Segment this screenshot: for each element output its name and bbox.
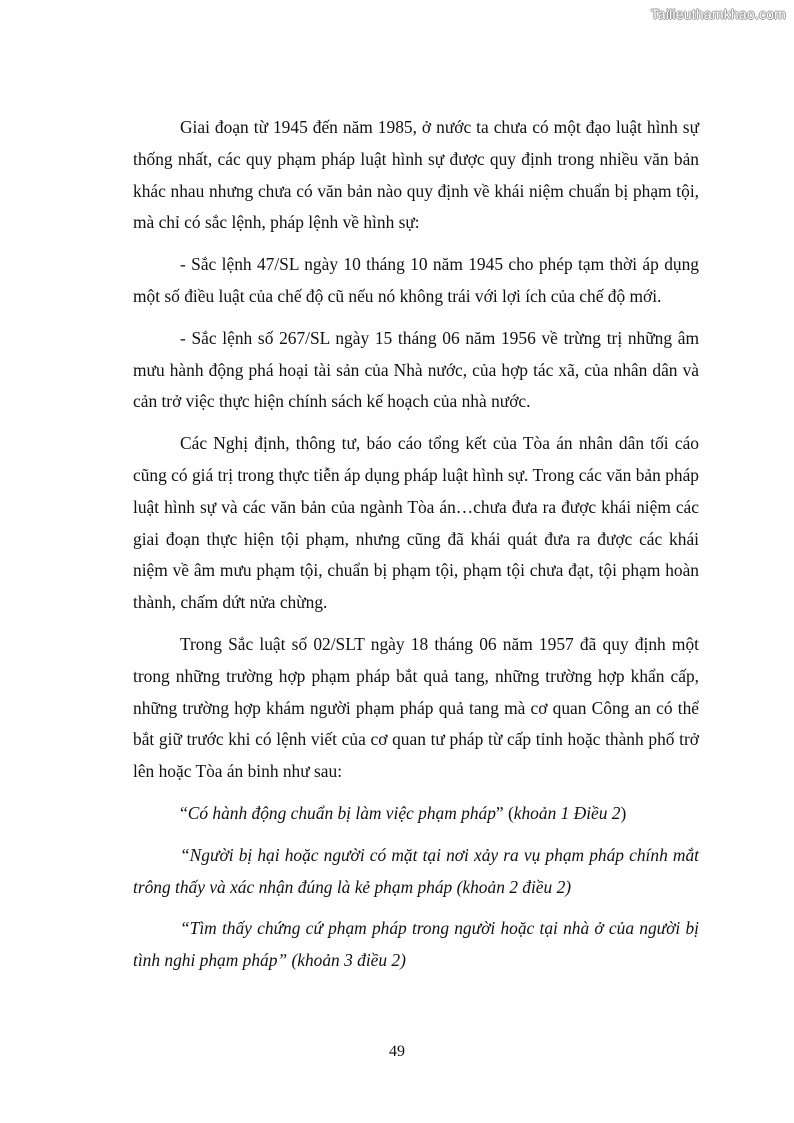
paragraph-decree-02: Trong Sắc luật số 02/SLT ngày 18 tháng 06 năm 1957 đã quy định một trong những trường hợp phạm pháp bắt quả tang, những trường hợp khẩn cấp, những trường hợp khám người phạm pháp quả tang mà cơ quan Công an có thể bắt giữ trước khi có lệnh viết của cơ quan tư pháp từ cấp tỉnh hoặc thành phố trở lên hoặc Tòa án binh như sau: bbox=[133, 633, 699, 782]
quote-clause-3-text: “Tìm thấy chứng cứ phạm pháp trong người hoặc tại nhà ở của người bị tình nghi phạm pháp” (khoản 3 điều 2) bbox=[133, 918, 699, 971]
watermark: Tailieuthamkhao.com bbox=[650, 6, 786, 22]
paragraph-court-documents: Các Nghị định, thông tư, báo cáo tổng kết của Tòa án nhân dân tối cáo cũng có giá trị trong thực tiễn áp dụng pháp luật hình sự. Trong các văn bản pháp luật hình sự và các văn bản của ngành Tòa án…chưa đưa ra được khái niệm các giai đoạn thực hiện tội phạm, nhưng cũng đã khái quát đưa ra được các khái niệm về âm mưu phạm tội, chuẩn bị phạm tội, phạm tội chưa đạt, tội phạm hoàn thành, chấm dứt nửa chừng. bbox=[133, 433, 699, 613]
quote-clause-2 bbox=[133, 840, 699, 904]
quote-end: ) bbox=[620, 802, 627, 823]
paragraph-decree-47: - Sắc lệnh 47/SL ngày 10 tháng 10 năm 1945 cho phép tạm thời áp dụng một số điều luật của chế độ cũ nếu nó không trái với lợi ích của chế độ mới. bbox=[133, 254, 699, 306]
quote-open: “ bbox=[180, 802, 188, 823]
quote-clause-1 bbox=[133, 798, 699, 830]
paragraph-decree-267: - Sắc lệnh số 267/SL ngày 15 tháng 06 năm 1956 về trừng trị những âm mưu hành động phá hoại tài sản của Nhà nước, của hợp tác xã, của nhân dân và cản trở việc thực hiện chính sách kế hoạch của nhà nước. bbox=[133, 327, 699, 412]
quote-close: ” ( bbox=[495, 802, 514, 823]
paragraph-intro: Giai đoạn từ 1945 đến năm 1985, ở nước ta chưa có một đạo luật hình sự thống nhất, các quy phạm pháp luật hình sự được quy định trong nhiều văn bản khác nhau nhưng chưa có văn bản nào quy định về khái niệm chuẩn bị phạm tội, mà chỉ có sắc lệnh, pháp lệnh về hình sự: bbox=[133, 117, 699, 233]
quote-text: Có hành động chuẩn bị làm việc phạm pháp bbox=[187, 802, 496, 823]
page-number: 49 bbox=[389, 1043, 405, 1060]
quote-reference: khoản 1 Điều 2 bbox=[513, 802, 621, 823]
quote-clause-3 bbox=[133, 913, 699, 977]
body-text bbox=[133, 112, 699, 987]
quote-clause-2-text: “Người bị hại hoặc người có mặt tại nơi xảy ra vụ phạm pháp chính mắt trông thấy và xác nhận đúng là kẻ phạm pháp (khoản 2 điều 2) bbox=[133, 844, 699, 897]
